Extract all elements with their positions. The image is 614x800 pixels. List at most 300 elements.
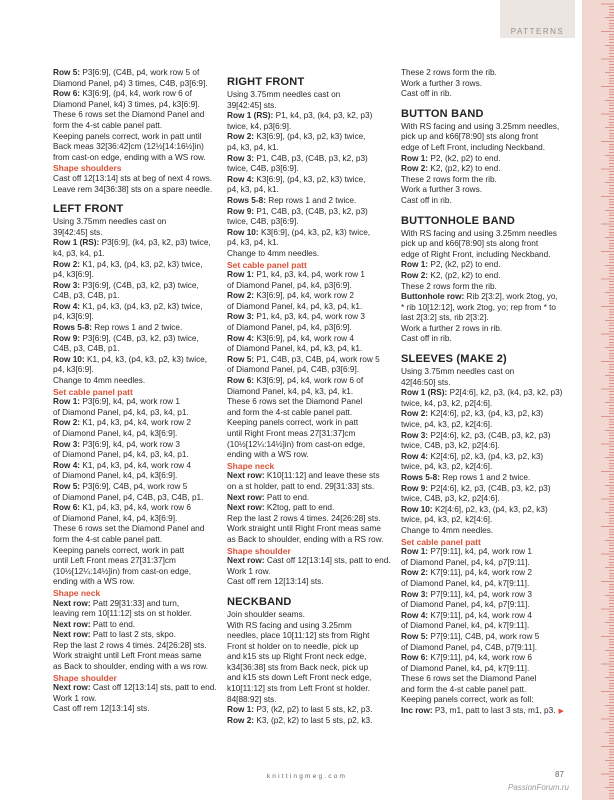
row-text: of Diamond Panel, p4, k4, p3, k4, p1.: [53, 407, 189, 417]
text-line: [401, 621, 571, 632]
text-line: [53, 174, 223, 185]
text-line: [227, 673, 397, 684]
row-text: P7[9:11], k4, p4, work row 3: [430, 589, 532, 599]
row-text: of Diamond Panel, k4, p4, k3, p4, k1.: [227, 344, 363, 354]
text-line: [401, 229, 571, 240]
row-text: K1, p4, k3, (p4, k3, p2, k3) twice,: [82, 301, 203, 311]
text-line: [227, 663, 397, 674]
column-left: [53, 68, 223, 715]
subheading: Set cable panel patt: [227, 259, 307, 270]
row-text: P3[6:9], (C4B, p4, work row 5 of: [82, 68, 200, 77]
text-line: [53, 630, 223, 641]
row-text: K3[6:9], (p4, k3, p2, k3) twice,: [256, 132, 366, 142]
text-line: [227, 503, 397, 514]
text-line: [227, 291, 397, 302]
row-text: K2, (p2, k2) to end.: [430, 164, 501, 174]
row-label: Row 9:: [401, 483, 431, 493]
row-text: pick up and k66[78:90] sts along front: [401, 132, 539, 142]
text-line: [227, 376, 397, 387]
row-text: K3[6:9], p4, k4, work row 2: [256, 291, 355, 301]
row-text: twice, p4, k3, p2, k2[4:6].: [401, 462, 493, 472]
row-label: Row 2:: [53, 418, 83, 428]
text-line: [401, 409, 571, 420]
text-line: [53, 355, 223, 366]
row-text: P7[9:11], C4B, p4, work row 5: [430, 631, 540, 641]
row-label: Row 1 (RS):: [401, 388, 450, 398]
text-line: [227, 577, 397, 588]
row-text: Cast off in rib.: [401, 334, 452, 344]
row-label: Row 10:: [401, 504, 435, 514]
row-text: k4, p3, k4, p1.: [53, 248, 105, 258]
text-line: [53, 704, 223, 715]
text-line: [53, 641, 223, 652]
text-line: [227, 111, 397, 122]
text-line: [401, 420, 571, 431]
row-text: of Diamond Panel, k4, p4, k3[6:9].: [53, 429, 178, 438]
text-line: [53, 546, 223, 557]
row-label: Next row:: [227, 503, 267, 513]
row-text: P2[4:6], k2, p3, (C4B, p3, k2, p3): [430, 430, 551, 440]
text-line: [401, 143, 571, 154]
row-text: With RS facing and using 3.25mm: [227, 620, 352, 630]
text-line: [53, 100, 223, 111]
row-text: P3[6:9], k4, p4, work row 1: [82, 397, 181, 407]
text-line: [227, 631, 397, 642]
text-line: [53, 312, 223, 323]
row-text: Front st holder on to needle, pick up: [227, 641, 359, 651]
text-line: [227, 175, 397, 186]
row-text: K2[4:6], p2, k3, (p4, k3, p2, k3): [430, 409, 544, 419]
text-line: [401, 196, 571, 207]
text-line: [53, 514, 223, 525]
row-label: Row 6:: [227, 376, 257, 386]
row-text: K2tog, patt to end.: [266, 503, 335, 513]
row-text: K1, p4, k3, (p4, k3, p2, k3) twice,: [82, 259, 203, 269]
text-line: [227, 418, 397, 429]
text-line: [53, 556, 223, 567]
row-text: P1, C4B, p3, (C4B, p3, k2, p3): [256, 153, 368, 163]
text-line: [227, 642, 397, 653]
row-text: twice, k4, p3[6:9].: [227, 121, 292, 131]
text-line: [401, 250, 571, 261]
row-text: P3, m1, patt to last 3 sts, m1, p3.: [434, 706, 556, 716]
row-text: P3[6:9], (C4B, p3, k2, p3) twice,: [82, 333, 199, 343]
text-line: [227, 281, 397, 292]
row-text: pick up and k66[78:90] sts along front: [401, 239, 539, 249]
text-line: [53, 291, 223, 302]
text-line: [227, 429, 397, 440]
row-text: Using 3.75mm needles cast on: [227, 90, 341, 99]
text-line: [53, 376, 223, 387]
row-text: of Diamond Panel, k4, p4, k7[9:11].: [401, 578, 530, 588]
row-text: These 6 rows set the Diamond Panel: [401, 674, 537, 684]
row-text: P7[9:11], k4, p4, work row 1: [430, 547, 532, 557]
row-text: C4B, p3, C4B, p1.: [53, 344, 120, 354]
row-text: p4, k3[6:9].: [53, 365, 94, 375]
text-line: [401, 653, 571, 664]
row-text: form the 4-st cable panel patt.: [53, 534, 163, 544]
row-label: Next row:: [227, 556, 267, 566]
row-text: from cast-on edge, ending with a WS row.: [53, 152, 206, 162]
row-text: twice, C4B, p3[6:9].: [227, 217, 299, 227]
text-line: [227, 684, 397, 695]
row-text: twice, p4, k3, p2, k2[4:6].: [401, 420, 493, 430]
text-line: [53, 142, 223, 153]
row-label: Row 2:: [53, 259, 83, 269]
text-line: [401, 239, 571, 250]
row-text: These 2 rows form the rib.: [401, 174, 497, 184]
text-line: [53, 524, 223, 535]
column-right: [401, 68, 571, 718]
row-text: Rep rows 1 and 2 twice.: [94, 323, 183, 333]
section-heading: SLEEVES (MAKE 2): [401, 353, 507, 366]
row-label: Row 1 (RS):: [53, 238, 102, 248]
text-line: [227, 556, 397, 567]
text-line: [227, 344, 397, 355]
section-heading: BUTTONHOLE BAND: [401, 214, 516, 227]
text-line: [401, 579, 571, 590]
text-line: [227, 695, 397, 706]
continue-arrow-icon: ▶: [558, 708, 564, 716]
row-label: Row 2:: [401, 164, 431, 174]
text-line: [401, 313, 571, 324]
row-text: Back meas 32[36:42]cm (12½[14:16½]in): [53, 142, 204, 152]
row-text: and form the 4-st cable panel patt.: [401, 684, 527, 694]
row-label: Row 1:: [227, 705, 257, 715]
page-number: 87: [555, 770, 564, 779]
row-text: K3[6:9], p4, k4, work row 4: [256, 333, 355, 343]
row-text: K3[6:9], (p4, k4, work row 6 of: [82, 89, 192, 99]
text-line: [227, 535, 397, 546]
row-text: of Diamond Panel, p4, k4, p3[6:9].: [227, 280, 352, 290]
row-text: Work a further 2 rows in rib.: [401, 323, 503, 333]
row-text: K3[6:9], p4, k4, work row 6 of: [256, 376, 364, 386]
text-line: [227, 207, 397, 218]
row-text: Join shoulder seams.: [227, 609, 305, 619]
row-text: p4, k3[6:9].: [53, 270, 94, 280]
text-line: [401, 674, 571, 685]
row-text: Rib 2[3:2], work 2tog, yo,: [466, 292, 558, 302]
row-text: p4, k3, p4, k1.: [227, 185, 279, 195]
row-label: Row 2:: [401, 568, 431, 578]
row-label: Next row:: [227, 492, 267, 502]
text-line: [227, 355, 397, 366]
text-line: [401, 388, 571, 399]
section-heading: BUTTON BAND: [401, 107, 484, 120]
text-line: [53, 270, 223, 281]
section-tab: [500, 0, 575, 38]
text-line: [401, 378, 571, 389]
text-line: [53, 683, 223, 694]
text-line: [401, 334, 571, 345]
text-line: [53, 450, 223, 461]
row-text: Using 3.75mm needles cast on: [53, 217, 167, 227]
text-line: [227, 302, 397, 313]
row-text: K1, p4, k3, p4, k4, work row 2: [82, 418, 192, 428]
text-line: [401, 122, 571, 133]
text-line: [53, 334, 223, 345]
text-line: [53, 471, 223, 482]
text-line: [227, 323, 397, 334]
text-line: [227, 217, 397, 228]
text-line: [401, 473, 571, 484]
subheading: Set cable panel patt: [53, 386, 133, 397]
row-text: K1, p4, k3, p4, k4, work row 6: [82, 503, 192, 513]
row-label: Row 2:: [401, 409, 431, 419]
row-text: Work 1 row.: [53, 693, 97, 703]
row-label: Row 6:: [53, 503, 83, 513]
section-heading: RIGHT FRONT: [227, 76, 305, 88]
row-label: Row 10:: [53, 354, 87, 364]
row-text: P1, k4, p3, k4, p4, work row 3: [256, 312, 366, 322]
text-line: [53, 121, 223, 132]
text-line: [53, 397, 223, 408]
text-line: [53, 429, 223, 440]
row-text: Using 3.75mm needles cast on: [401, 367, 515, 377]
row-text: P2[4:6], k2, p3, (k4, p3, k2, p3): [449, 388, 563, 398]
subheading: Shape shoulders: [53, 163, 122, 174]
text-line: [401, 175, 571, 186]
text-line: [401, 271, 571, 282]
row-label: Next row:: [227, 471, 267, 481]
text-line: [401, 292, 571, 303]
row-label: Row 1:: [401, 260, 431, 270]
row-text: of Diamond Panel, p4, k4, p7[9:11].: [401, 557, 530, 567]
row-text: P1, C4B, p3, C4B, p4, work row 5: [256, 354, 380, 364]
row-label: Rows 5-8:: [53, 323, 95, 333]
row-text: until Left Front meas 27[31:37]cm: [53, 556, 176, 566]
row-text: twice, k4, p3, k2, p2[4:6].: [401, 398, 493, 408]
text-line: [53, 110, 223, 121]
row-text: of Diamond Panel, k4, p4, k7[9:11].: [401, 621, 530, 631]
row-label: Row 1:: [401, 547, 431, 557]
row-text: K1, p4, k3, (p4, k3, p2, k3) twice,: [86, 354, 208, 364]
row-text: of Diamond Panel, k4, p4, k3[6:9].: [53, 513, 178, 523]
text-line: [401, 568, 571, 579]
row-text: of Diamond Panel, p4, k4, p3, k4, p1.: [53, 450, 189, 460]
row-text: Change to 4mm needles.: [227, 248, 320, 258]
row-text: K3[6:9], (p4, k3, p2, k3) twice,: [256, 174, 366, 184]
row-text: Rep the last 2 rows 4 times. 24[26:28] sts.: [53, 640, 207, 650]
row-label: Next row:: [53, 630, 93, 640]
row-text: Cast off 12[13:14] sts at beg of next 4 rows.: [53, 173, 212, 183]
text-line: [227, 621, 397, 632]
text-line: [401, 515, 571, 526]
text-line: [227, 397, 397, 408]
row-label: Row 6:: [401, 653, 431, 663]
row-label: Row 3:: [401, 430, 431, 440]
text-line: [227, 471, 397, 482]
row-label: Row 5:: [53, 481, 83, 491]
text-line: [53, 482, 223, 493]
row-text: Patt to end.: [92, 619, 136, 629]
row-text: edge of Right Front, including Neckband.: [401, 249, 551, 259]
text-line: [53, 89, 223, 100]
row-text: These 2 rows form the rib.: [401, 281, 497, 291]
text-line: [53, 132, 223, 143]
text-line: [401, 164, 571, 175]
row-label: Row 2:: [401, 270, 431, 280]
row-text: P2, (k2, p2) to end.: [430, 260, 501, 270]
row-text: k10[11:12] sts from Left Front st holder.: [227, 684, 370, 694]
text-line: [401, 154, 571, 165]
row-text: ending with a WS row.: [227, 450, 309, 460]
text-line: [53, 609, 223, 620]
row-text: Patt to end.: [266, 492, 310, 502]
text-line: [53, 694, 223, 705]
row-text: Keeping panels correct, work in patt: [53, 545, 185, 555]
row-label: Row 1:: [53, 397, 83, 407]
row-text: Leave rem 34[36:38] sts on a spare needle.: [53, 184, 213, 194]
row-label: Row 6:: [53, 89, 83, 99]
subheading: Shape shoulder: [53, 672, 117, 683]
row-text: of Diamond Panel, k4, p4, k7[9:11].: [401, 663, 530, 673]
row-text: P2[4:6], k2, p3, (C4B, p3, k2, p3): [430, 483, 551, 493]
text-line: [227, 567, 397, 578]
row-text: Work 1 row.: [227, 566, 271, 576]
text-line: [401, 260, 571, 271]
text-line: [227, 238, 397, 249]
row-text: P3[6:9], C4B, p4, work row 5: [82, 481, 188, 491]
text-line: [53, 620, 223, 631]
text-line: [53, 493, 223, 504]
row-text: P1, k4, p3, (k4, p3, k2, p3): [275, 111, 373, 121]
row-text: of Diamond Panel, p4, C4B, p3, C4B, p1.: [53, 492, 204, 502]
row-text: P3[6:9], (C4B, p3, k2, p3) twice,: [82, 280, 199, 290]
text-line: [227, 132, 397, 143]
text-line: [401, 484, 571, 495]
row-label: Row 2:: [227, 291, 257, 301]
row-text: K3, (p2, k2) to last 5 sts, p2, k3.: [256, 715, 373, 725]
text-line: [227, 493, 397, 504]
row-text: 39[42:45] sts.: [227, 100, 277, 110]
row-text: P2, (k2, p2) to end.: [430, 153, 501, 163]
text-line: [53, 323, 223, 334]
row-text: P1, C4B, p3, (C4B, p3, k2, p3): [256, 206, 368, 216]
text-line: [53, 281, 223, 292]
row-label: Row 2:: [227, 715, 257, 725]
row-text: K10[11:12] and leave these sts: [266, 471, 380, 481]
row-text: Patt 29[31:33] and turn,: [92, 598, 180, 608]
row-text: P1, k4, p3, k4, p4, work row 1: [256, 270, 366, 280]
subheading: Shape shoulder: [227, 545, 291, 556]
row-text: of Diamond Panel, k4, p4, k3[6:9].: [53, 471, 178, 481]
row-text: last 2[3:2] sts, rib 2[3:2].: [401, 313, 489, 323]
text-line: [401, 632, 571, 643]
row-text: K7[9:11], p4, k4, work row 2: [430, 568, 532, 578]
text-line: [401, 685, 571, 696]
text-line: [401, 526, 571, 537]
row-text: p4, k3, p4, k1.: [227, 142, 279, 152]
row-text: K2[4:6], p2, k3, (p4, k3, p2, k3): [434, 504, 548, 514]
row-text: Cast off rem 12[13:14] sts.: [53, 704, 150, 714]
row-text: leaving rem 10[11:12] sts on st holder.: [53, 609, 192, 619]
row-text: Change to 4mm needles.: [53, 376, 146, 386]
text-line: [401, 600, 571, 611]
text-line: [401, 303, 571, 314]
text-line: [53, 567, 223, 578]
text-line: [227, 440, 397, 451]
row-label: Row 3:: [227, 153, 257, 163]
watermark: PassionForum.ru: [508, 783, 569, 792]
row-label: Next row:: [53, 598, 93, 608]
row-text: These 6 rows set the Diamond Panel and: [53, 110, 205, 120]
row-text: Rep rows 1 and 2 twice.: [268, 195, 357, 205]
row-text: K1, p4, k3, p4, k4, work row 4: [82, 460, 192, 470]
row-text: C4B, p3, C4B, p1.: [53, 291, 120, 301]
text-line: [401, 452, 571, 463]
text-line: [227, 90, 397, 101]
text-line: [227, 164, 397, 175]
row-label: Row 5:: [53, 68, 83, 77]
text-line: [401, 695, 571, 706]
row-text: K3[6:9], (p4, k3, p2, k3) twice,: [260, 227, 371, 237]
row-text: until Right Front meas 27[31:37]cm: [227, 429, 356, 438]
subheading: Shape neck: [53, 587, 101, 598]
row-text: Cast off 12[13:14] sts, patt to end.: [266, 556, 391, 566]
row-text: With RS facing and using 3.25mm needles,: [401, 121, 560, 131]
row-text: on a st holder, patt to end. 29[31:33] sts.: [227, 481, 375, 491]
row-text: Keeping panels correct, work in patt: [227, 418, 359, 428]
row-text: Work straight until Left Front meas same: [53, 651, 202, 661]
row-text: Patt to last 2 sts, skpo.: [92, 630, 176, 640]
row-text: edge of Left Front, including Neckband.: [401, 142, 546, 152]
text-line: [227, 387, 397, 398]
row-text: Work straight until Right Front meas same: [227, 524, 381, 534]
column-middle: [227, 68, 397, 726]
row-text: of Diamond Panel, p4, C4B, p7[9:11].: [401, 642, 538, 652]
text-line: [53, 440, 223, 451]
row-label: Row 4:: [53, 301, 83, 311]
text-line: [53, 238, 223, 249]
row-label: Row 4:: [227, 174, 257, 184]
section-heading: NECKBAND: [227, 595, 292, 608]
text-line: [53, 651, 223, 662]
row-text: P3, (k2, p2) to last 5 sts, k2, p3.: [256, 705, 373, 715]
row-label: Rows 5-8:: [401, 473, 443, 482]
row-label: Next row:: [53, 683, 93, 693]
row-text: Cast off 12[13:14] sts, patt to end.: [92, 683, 217, 693]
text-line: [53, 217, 223, 228]
text-line: [53, 662, 223, 673]
text-line: [401, 367, 571, 378]
row-text: Work a further 3 rows.: [401, 185, 482, 195]
text-line: [401, 462, 571, 473]
row-label: Row 9:: [227, 206, 257, 216]
row-text: Work a further 3 rows.: [401, 78, 482, 88]
text-line: [227, 408, 397, 419]
row-text: P3[6:9], (k4, p3, k2, p3) twice,: [101, 238, 211, 248]
text-line: [53, 79, 223, 90]
row-text: of Diamond Panel, k4, p4, k3, p4, k1.: [227, 301, 363, 311]
row-text: K2, (p2, k2) to end.: [430, 270, 501, 280]
text-line: [227, 228, 397, 239]
subheading: Set cable panel patt: [401, 536, 481, 547]
row-text: of Diamond Panel, p4, k4, p3[6:9].: [227, 323, 352, 333]
section-label: PATTERNS: [510, 27, 565, 36]
row-text: needles, place 10[11:12] sts from Right: [227, 631, 370, 641]
row-text: Rep rows 1 and 2 twice.: [442, 473, 531, 482]
text-line: [53, 249, 223, 260]
row-label: Row 1:: [227, 270, 257, 280]
row-text: Cast off in rib.: [401, 89, 452, 99]
row-label: Row 3:: [227, 312, 257, 322]
row-text: twice, C4B, p3, k2, p2[4:6].: [401, 441, 500, 451]
text-line: [227, 249, 397, 260]
row-label: Row 4:: [401, 610, 431, 620]
measuring-ruler: [582, 0, 614, 800]
text-line: [53, 365, 223, 376]
